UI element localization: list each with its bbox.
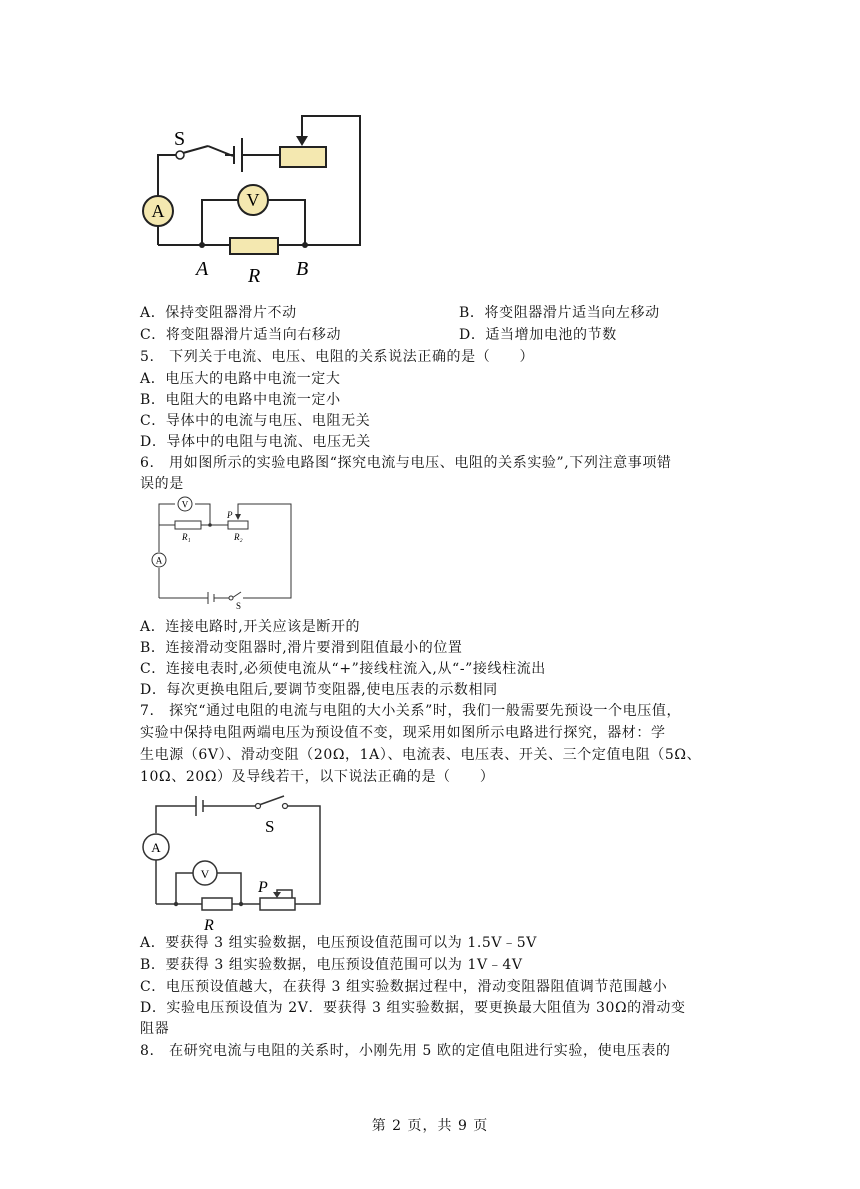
q7-stem-line-3: 生电源（6V）、滑动变阻（20Ω，1A）、电流表、电压表、开关、三个定值电阻（5Ω、 — [140, 747, 702, 763]
q4-circuit-diagram — [130, 108, 370, 288]
q7-stem-line-2: 实验中保持电阻两端电压为预设值不变，现采用如图所示电路进行探究，器材：学 — [140, 725, 666, 741]
q4-option-c: C．将变阻器滑片适当向右移动 — [140, 327, 342, 343]
q5-stem: 5. 下列关于电流、电压、电阻的关系说法正确的是（ ） — [140, 349, 535, 365]
q6-r2-label: R₂ — [234, 532, 243, 542]
q7-stem-line-1: 7. 探究“通过电阻的电流与电阻的大小关系”时，我们一般需要先预设一个电压值， — [140, 703, 682, 719]
q7-slider-label: P — [258, 879, 268, 896]
q5-option-b: B．电阻大的电路中电流一定小 — [140, 392, 341, 408]
page-footer: 第 2 页，共 9 页 — [371, 1118, 489, 1134]
q6-switch-label: S — [236, 601, 242, 611]
q4-switch-label: S — [174, 128, 186, 150]
q4-point-a-label: A — [196, 258, 209, 280]
q7-ammeter-label: A — [151, 840, 161, 855]
q7-stem-line-4: 10Ω、20Ω）及导线若干，以下说法正确的是（ ） — [140, 769, 495, 785]
q7-option-d-line-2: 阻器 — [140, 1021, 170, 1037]
q7-circuit-diagram — [140, 788, 335, 933]
q6-option-d: D．每次更换电阻后,要调节变阻器,使电压表的示数相同 — [140, 682, 498, 698]
q6-voltmeter-label: V — [181, 499, 189, 510]
q4-option-b: B．将变阻器滑片适当向左移动 — [459, 305, 660, 321]
q7-resistor-label: R — [204, 917, 214, 933]
q8-stem-line-1: 8. 在研究电流与电阻的关系时，小刚先用 5 欧的定值电阻进行实验，使电压表的 — [140, 1043, 671, 1059]
q7-option-b: B．要获得 3 组实验数据，电压预设值范围可以为 1V﹣4V — [140, 957, 523, 973]
q7-switch-label: S — [265, 817, 275, 836]
q6-circuit-diagram — [148, 492, 303, 612]
q4-ammeter-label: A — [151, 201, 165, 221]
q6-slider-label: P — [227, 510, 233, 520]
q4-point-b-label: B — [296, 258, 309, 280]
q7-voltmeter-label: V — [200, 867, 210, 881]
q5-option-c: C．导体中的电流与电压、电阻无关 — [140, 413, 371, 429]
q4-voltmeter-label: V — [246, 190, 260, 210]
q7-option-a: A．要获得 3 组实验数据，电压预设值范围可以为 1.5V﹣5V — [140, 935, 537, 951]
q6-option-c: C．连接电表时,必须使电流从“+”接线柱流入,从“-”接线柱流出 — [140, 661, 546, 677]
q6-stem-line-2: 误的是 — [140, 476, 184, 492]
q6-stem-line-1: 6. 用如图所示的实验电路图“探究电流与电压、电阻的关系实验”,下列注意事项错 — [140, 455, 672, 471]
q6-option-a: A．连接电路时,开关应该是断开的 — [140, 619, 361, 635]
q4-resistor-label: R — [248, 265, 261, 287]
q6-option-b: B．连接滑动变阻器时,滑片要滑到阻值最小的位置 — [140, 640, 463, 656]
q6-r1-label: R₁ — [182, 532, 191, 542]
q4-option-d: D．适当增加电池的节数 — [459, 327, 617, 343]
q7-option-c: C．电压预设值越大，在获得 3 组实验数据过程中，滑动变阻器阻值调节范围越小 — [140, 979, 668, 995]
q6-ammeter-label: A — [155, 555, 163, 566]
q5-option-a: A．电压大的电路中电流一定大 — [140, 371, 341, 387]
q7-option-d-line-1: D．实验电压预设值为 2V．要获得 3 组实验数据，要更换最大阻值为 30Ω的滑动变 — [140, 1000, 686, 1016]
q4-option-a: A．保持变阻器滑片不动 — [140, 305, 297, 321]
q5-option-d: D．导体中的电阻与电流、电压无关 — [140, 434, 371, 450]
